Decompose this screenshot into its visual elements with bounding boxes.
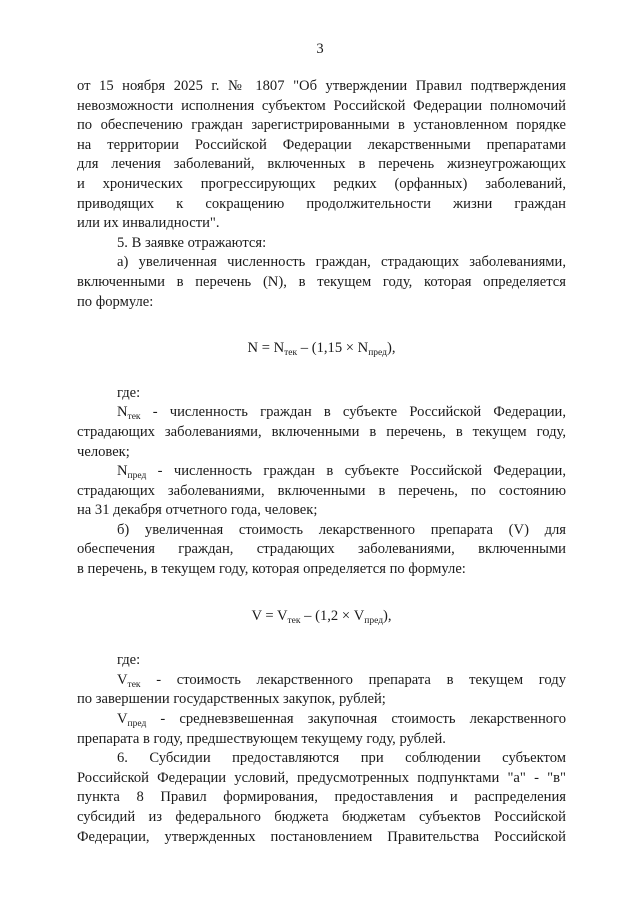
definition-text: - стоимость лекарственного препарата в текущем году: [140, 671, 566, 688]
variable-symbol: N: [117, 404, 128, 421]
formula-text: N = N: [247, 340, 285, 357]
definition-v-pred: [77, 710, 566, 749]
where-label: где:: [117, 652, 141, 669]
text-line: невозможности исполнения субъектом Российской Федерации полномочий: [77, 97, 566, 114]
formula-text: ),: [383, 607, 392, 624]
definition-v-tek: [77, 671, 566, 710]
variable-symbol: N: [117, 463, 128, 480]
text-line: страдающих заболеваниями, включенными в перечень, по состоянию: [77, 482, 566, 499]
definition-n-pred: [77, 462, 566, 521]
definition-n-tek: [77, 403, 566, 462]
text-line: [77, 671, 566, 691]
variable-symbol: V: [117, 711, 128, 728]
text-line: а) увеличенная численность граждан, страдающих заболеваниями,: [117, 254, 566, 271]
text-line: приводящих к сокращению продолжительности жизни граждан: [77, 195, 566, 212]
text-line: [77, 710, 566, 730]
text-line: обеспечения граждан, страдающих заболеваниями, включенными: [77, 541, 566, 558]
text-line: по обеспечению граждан зарегистрированными в установленном порядке: [77, 117, 566, 134]
formula-text: ),: [386, 340, 396, 357]
intro-paragraph: [77, 77, 566, 234]
formula-text: – (1,2 × V: [300, 607, 365, 624]
text-line: на 31 декабря отчетного года, человек;: [77, 502, 318, 519]
text-line: включенными в перечень (N), в текущем году, которая определяется: [77, 273, 566, 290]
formula-subscript: тек: [287, 615, 301, 626]
text-line: 6. Субсидии предоставляются при соблюдении субъектом: [117, 750, 566, 767]
formula-subscript: тек: [284, 348, 298, 359]
item-5a-paragraph: [77, 253, 566, 312]
text-line: [77, 403, 566, 423]
item-6-paragraph: [77, 749, 566, 847]
text-line: препарата в году, предшествующем текущему году, рублей.: [77, 730, 446, 747]
text-line: Российской Федерации условий, предусмотренных подпунктами "а" - "в": [77, 769, 566, 786]
formula-text: – (1,15 × N: [297, 340, 369, 357]
formula-subscript: пред: [368, 348, 387, 359]
formula-n: [77, 339, 566, 359]
formula-text: V = V: [251, 607, 288, 624]
text-line: и хронических прогрессирующих редких (орфанных) заболеваний,: [77, 175, 566, 192]
definition-text: - численность граждан в субъекте Российской Федерации,: [140, 404, 566, 421]
text-line: в перечень, в текущем году, которая определяется по формуле:: [77, 561, 466, 578]
text-line: б) увеличенная стоимость лекарственного препарата (V) для: [117, 521, 566, 538]
variable-subscript: пред: [127, 471, 147, 482]
variable-subscript: пред: [127, 719, 147, 730]
text-line: по завершении государственных закупок, рублей;: [77, 691, 386, 708]
page-number: 3: [316, 41, 324, 57]
definition-text: - средневзвешенная закупочная стоимость лекарственного: [146, 711, 566, 728]
variable-symbol: V: [117, 671, 128, 688]
text-line: [77, 462, 566, 482]
text-line: субсидий из федерального бюджета бюджетам субъектов Российской: [77, 809, 566, 825]
text-line: страдающих заболеваниями, включенными в перечень, в текущем году,: [77, 423, 566, 440]
text-line: или их инвалидности".: [77, 215, 220, 232]
item-5-heading: 5. В заявке отражаются:: [117, 234, 267, 251]
text-line: от 15 ноября 2025 г. № 1807 "Об утверждении Правил подтверждения: [77, 78, 566, 94]
item-5b-paragraph: [77, 521, 566, 580]
text-line: на территории Российской Федерации лекарственными препаратами: [77, 136, 566, 153]
formula-v: [77, 607, 566, 627]
text-line: пункта 8 Правил формирования, предоставления и распределения: [77, 789, 566, 806]
text-line: человек;: [77, 443, 130, 460]
variable-subscript: тек: [127, 679, 141, 690]
document-body: [77, 77, 566, 847]
text-line: для лечения заболеваний, включенных в перечень жизнеугрожающих: [77, 156, 566, 173]
text-line: Федерации, утвержденных постановлением Правительства Российской: [77, 828, 566, 845]
variable-subscript: тек: [127, 412, 141, 423]
text-line: по формуле:: [77, 293, 154, 310]
formula-subscript: пред: [364, 615, 384, 626]
definition-text: - численность граждан в субъекте Российской Федерации,: [146, 463, 566, 480]
where-label: где:: [117, 384, 141, 401]
